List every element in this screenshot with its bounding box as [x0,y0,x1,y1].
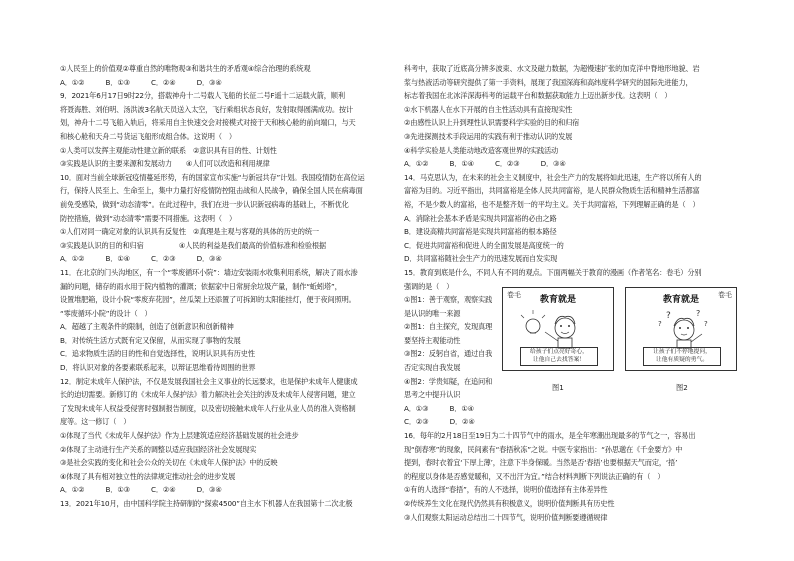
text-line: 11．在北京的门头沟地区，有一个“零废循环小院”：墙边安装雨水收集利用系统，解决了雨水渗 [60,267,358,277]
text-line: “零废循环小院”的设计（ ） [60,308,152,318]
text-line: A．①② B．①④ C．②③ D．③④ [404,159,566,169]
text-line: 标志着我国在北冰洋深海科考的运载平台和数据获取能力上迈出新步伐。这表明（ ） [404,91,672,101]
text-line: D．将认识对象的各要素联系起来，以辩证思维看待周围的世界 [60,363,256,373]
text-line: ②图1：自主探究，发现真理 [404,322,493,332]
text-line: 强调的是（ ） [404,281,454,291]
text-line: 是认识的唯一来源 [404,308,461,318]
text-line: C．追求物质生活的目的性和自觉选择性，说明认识具有历史性 [60,349,255,359]
text-line: 要坚持主观能动性 [404,335,461,345]
text-line: ②体现了主动进行生产关系的调整以适应我国经济社会发展现实 [60,444,257,454]
svg-text:?: ? [696,309,701,318]
text-line: A．超越了主观条件的限制，创造了创新意识和创新精神 [60,322,234,332]
text-line: 裕，不是少数人的富裕，也不是整齐划一的平均主义。关于共同富裕，下列理解正确的是（ ） [404,199,700,209]
text-line: 行，保持人民至上、生命至上，集中力量打好疫情防控阻击战和人民战争，确保全国人民在病毒面 [60,186,363,196]
text-line: 16．每年的2月18日至19日为二十四节气中的雨水，是全年寒潮出现最多的节气之一，容易出 [404,431,696,441]
text-line: A．①③ B．①④ [404,403,474,413]
svg-text:?: ? [704,320,708,328]
svg-text:?: ? [666,311,671,321]
text-line: ①有的人选择“春捂”，有的人不选择，说明价值选择有主体差异性 [404,485,608,495]
text-line: 9．2021年6月17日9时22分，搭载神舟十二号载人飞船的长征二号F遥十二运载火箭，顺利 [60,91,345,101]
text-line: 长的迫切需要。新修订的《未成年人保护法》着力解决社会关注的涉及未成年人侵害问题，建立 [60,390,356,400]
text-line: B．建设高精共同富裕是实现共同富裕的根本路径 [404,227,557,237]
text-line: ①体现了当代《未成年人保护法》作为上层建筑适应经济基础发展的社会进步 [60,431,299,441]
text-line: 了发现未成年人权益受侵害时强制报告制度，以及密切接触未成年人行业从业人员的准入资格制 [60,403,356,413]
text-line: 否定实现自我发展 [404,363,461,373]
text-line: 的程度以身体是否感觉暖和，又不出汗为宜。”结合材料判断下列说法正确的有（ ） [404,471,665,481]
text-line: 浆与热液活动等研究提供了第一手资料，展现了我国深海和高纬度科学研究的国际先进能力， [404,77,693,87]
text-line: 思考之中提升认识 [404,390,461,400]
text-line: 设置堆肥箱，设计小院“零废弃花园”，丝瓜架上还添置了可拆卸的太阳能挂灯，便于夜间照明。 [60,295,356,305]
text-line: 12．制定未成年人保护法，不仅是发展我国社会主义事业的长远要求，也是保护未成年人健康成 [60,376,358,386]
text-line: ③实践是认识的主要来源和发展动力 ④人们可以改造和利用规律 [60,159,270,169]
text-line: B．对传统生活方式既有定又保留，从而实现了事物的发展 [60,335,241,345]
text-line: ①人们对同一确定对象的认识具有反复性 ②真理是主观与客观的具体的历史的统一 [60,227,319,237]
text-line: C．②③ D．②④ [404,417,475,427]
text-line: 提到，春时衣着宜‘下厚上薄’，注意下半身保暖。当然是否‘春捂’也要根据天气而定，‘捂’ [404,458,678,468]
text-line: ④体现了具有相对独立性的法律规定推动社会的进步发展 [60,471,236,481]
text-line: ③先进探测技术手段运用的实践有利于推动认识的发展 [404,131,573,141]
text-line: ③是社会实践的变化和社会公众的关切在《未成年人保护法》中的反映 [60,458,278,468]
text-line: 富裕为目的。习近平指出，共同富裕是全体人民共同富裕，是人民群众物质生活和精神生活都富 [404,186,700,196]
text-line: 14．马克思认为，在未来的社会主义制度中，社会生产力的发展将如此迅速，生产将以所有人的 [404,172,702,182]
cartoon-sign-text: 给孩子们点亮好奇心， 让他自己去找答案！ [520,347,598,366]
left-column [60,62,395,511]
text-line: 15．教育到底是什么，不同人有不同的观点。下面两幅关于教育的漫画（作者笔名：卷毛）分别 [404,267,702,277]
text-line: A．①② B．①③ C．②④ D．③④ [60,485,222,495]
text-line: C．促进共同富裕和促进人的全面发展是高度统一的 [404,240,564,250]
text-line: 前免受感染，做到“动态清零”。在此过程中，我们在进一步认识新冠病毒的基础上，不断优化 [60,199,349,209]
text-line: ①水下机器人在水下开展的自主性活动具有直接现实性 [404,104,573,114]
text-line: 10．面对当前全球新冠疫情蔓延形势，有的国家宣布实施“与新冠共存”计划。我国疫情防在高位运 [60,172,365,182]
text-line: 度等。这一修订（ ） [60,417,131,427]
text-line: ③人们观察太阳运动总结出二十四节气，说明价值判断要遵循规律 [404,512,608,522]
figure-1-label: 图1 [552,383,564,392]
cartoon-title: 教育就是 [539,295,576,305]
text-line: 漏的问题，储存的雨水用于院内植物的灌溉；依据家中日常厨余垃圾产量，制作“蚯蚓塔”， [60,281,342,291]
text-line: ①图1：善于观察，观察实践 [404,295,493,305]
author-caption: 卷毛 [718,291,732,299]
text-line: A．消除社会基本矛盾是实现共同富裕的必由之路 [404,213,557,223]
text-line: 划，神舟十二号飞船入轨后，将采用自主快速交会对接模式对接于天和核心舱的前向端口，与天 [60,118,356,128]
text-line: 科考中，获取了近底高分辨多波束、水文及磁力数据，为超慢速扩张的加克洋中脊地形地貌、岩 [404,64,700,73]
text-line: ④科学实验是人类能动地改造客观世界的实践活动 [404,145,559,155]
text-line: 防控措施，做到“动态清零”需要不同措施。这表明（ ） [60,213,237,223]
text-line: 和核心舱和天舟二号货运飞船形成组合体。这说明（ ） [60,131,236,141]
figure-2-label: 图2 [676,383,688,392]
cartoon-figures [500,287,740,395]
cartoon-figure-2 [625,287,737,371]
text-line: A．①② B．①③ C．②④ D．③④ [60,77,222,87]
cartoon-sign-text: 让孩子们不停地提问， 让他有质疑的勇气。 [643,347,721,366]
author-caption: 卷毛 [507,291,521,299]
text-line: ③实践是认识的目的和归宿 ④人民的利益是我们最高的价值标准和检验根据 [60,240,326,250]
svg-text:?: ? [658,320,662,328]
cartoon-title: 教育就是 [662,295,699,305]
text-line: ②传统养生文化在现代仍然具有积极意义，说明价值判断具有历史性 [404,499,615,508]
text-line: ①人民至上的价值观②尊重自然的唯物观③和谐共生的矛盾观④综合治理的系统观 [60,64,311,73]
text-line: ④图2：学贵知疑，在追问和 [404,376,493,386]
text-line: D．共同富裕随社会生产力的迅速发展而自发实现 [404,254,558,264]
text-line: ③图2：反躬自省，通过自我 [404,349,493,359]
text-line: A．①② B．①④ C．②③ D．③④ [60,254,222,264]
text-line: 13．2021年10月，由中国科学院主持研制的“探索4500”自主水下机器人在我国第十二次北极 [60,499,353,508]
cartoon-figure-1 [502,287,614,371]
text-line: ②由感性认识上升到理性认识需要科学实验的目的和归宿 [404,118,580,128]
text-line: 将聂海胜、刘伯明、汤洪波3名航天员送入太空，飞行乘组状态良好，发射取得圆满成功。按计 [60,104,353,114]
text-line: ①人类可以发挥主观能动性建立新的联系 ②意识具有目的性、计划性 [60,145,277,155]
text-line: 现“倒春寒”的现象，民间素有“春捂秋冻”之说。中医专家指出：“孙思邈在《千金要方》中 [404,444,683,454]
